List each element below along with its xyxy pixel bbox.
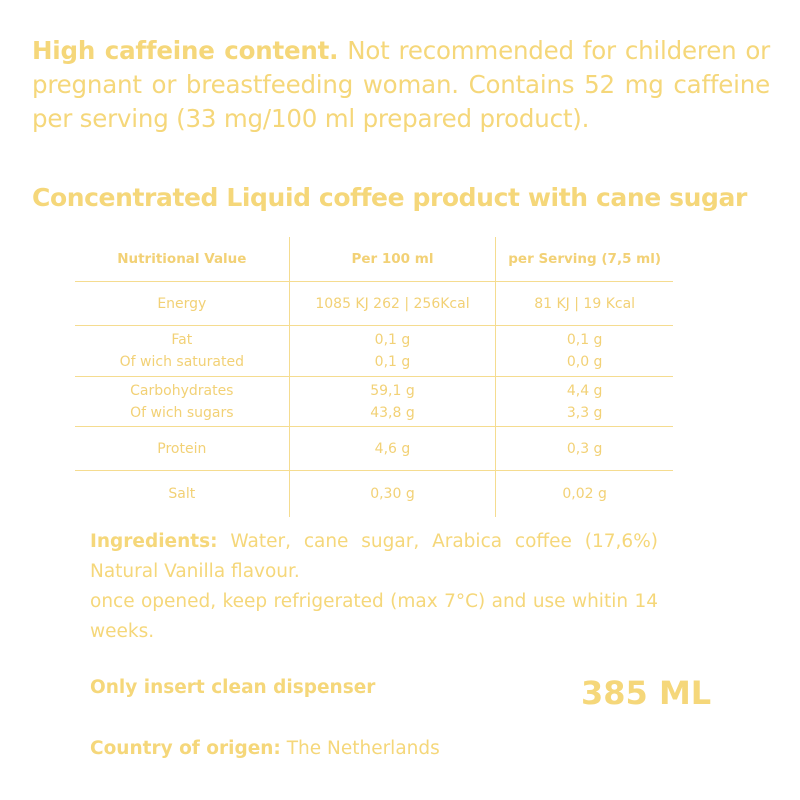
nutrition-row-salt	[75, 471, 673, 517]
label-protein: Protein	[157, 440, 207, 457]
label-sugars: Of wich sugars	[130, 404, 234, 421]
origin-label: Country of origen:	[90, 738, 281, 759]
nutrition-row-fat	[75, 326, 673, 377]
label-carbohydrates: Carbohydrates	[130, 382, 234, 399]
fat-per100: 0,1 g	[374, 332, 411, 348]
protein-per100: 4,6 g	[374, 440, 411, 457]
header-per-serving: per Serving (7,5 ml)	[508, 251, 662, 267]
caffeine-warning-text: Not recommended for childeren or pregnant or breastfeeding woman. Contains 52 mg caffeine per serving (33 mg/100 ml prepared product).	[32, 36, 770, 133]
nutrition-row-carbohydrates	[75, 377, 673, 427]
row-label	[75, 377, 290, 426]
origin-value: The Netherlands	[280, 738, 440, 759]
nutrition-table	[75, 237, 673, 517]
ingredients-block	[90, 527, 658, 647]
ingredients-line	[90, 527, 658, 587]
row-per100	[290, 377, 497, 426]
energy-per100: 1085 KJ 262 | 256Kcal	[315, 295, 470, 312]
header-nutritional-value: Nutritional Value	[75, 237, 290, 281]
row-serving	[496, 427, 673, 470]
label-salt: Salt	[168, 486, 196, 502]
storage-instructions: once opened, keep refrigerated (max 7°C) and use whitin 14 weeks.	[90, 591, 658, 642]
product-title: Concentrated Liquid coffee product with cane sugar	[32, 183, 747, 212]
nutrition-row-energy	[75, 282, 673, 326]
nutrition-header-row	[75, 237, 673, 282]
carbohydrates-serving: 4,4 g	[566, 382, 603, 399]
dispenser-note: Only insert clean dispenser	[90, 677, 376, 698]
country-of-origin	[90, 738, 440, 759]
row-serving	[496, 282, 673, 325]
row-label	[75, 326, 290, 376]
saturated-per100: 0,1 g	[374, 354, 411, 370]
row-label	[75, 471, 290, 517]
caffeine-warning-title: High caffeine content.	[32, 36, 339, 65]
energy-serving: 81 KJ | 19 Kcal	[534, 295, 636, 312]
label-fat: Fat	[171, 332, 193, 348]
label-energy: Energy	[157, 295, 207, 312]
label-saturated: Of wich saturated	[119, 354, 244, 370]
header-per-100ml: Per 100 ml	[290, 237, 497, 281]
row-label	[75, 427, 290, 470]
nutrition-row-protein	[75, 427, 673, 471]
caffeine-warning	[32, 34, 770, 136]
row-serving	[496, 326, 673, 376]
sugars-per100: 43,8 g	[370, 404, 415, 421]
carbohydrates-per100: 59,1 g	[370, 382, 415, 399]
row-per100	[290, 326, 497, 376]
salt-serving: 0,02 g	[562, 486, 607, 502]
salt-per100: 0,30 g	[370, 486, 415, 502]
protein-serving: 0,3 g	[566, 440, 603, 457]
row-label	[75, 282, 290, 325]
row-per100	[290, 282, 497, 325]
saturated-serving: 0,0 g	[566, 354, 603, 370]
fat-serving: 0,1 g	[566, 332, 603, 348]
sugars-serving: 3,3 g	[566, 404, 603, 421]
ingredients-label: Ingredients:	[90, 531, 218, 552]
row-per100	[290, 471, 497, 517]
volume-label: 385 ML	[581, 674, 712, 712]
row-per100	[290, 427, 497, 470]
row-serving	[496, 377, 673, 426]
row-serving	[496, 471, 673, 517]
ingredients-text: Water, cane sugar, Arabica coffee (17,6%) Natural Vanilla flavour.	[90, 531, 658, 582]
